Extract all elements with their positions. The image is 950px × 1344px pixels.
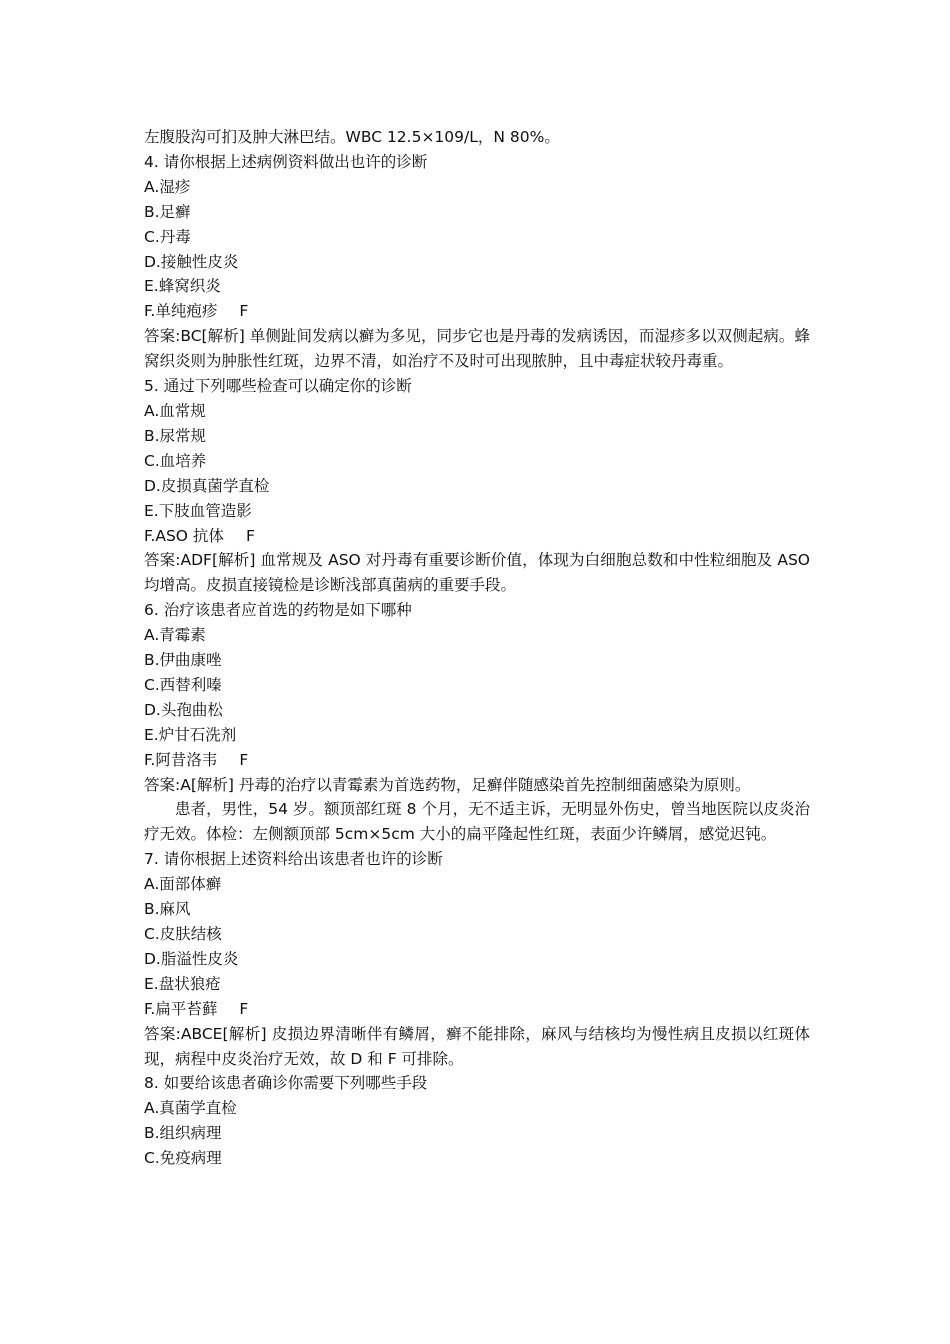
option-c: C.皮肤结核	[144, 925, 222, 943]
question-7: 7. 请你根据上述资料给出该患者也许的诊断	[144, 850, 443, 869]
option-d: D.脂溢性皮炎	[144, 949, 239, 968]
option-a: A.面部体癣	[144, 875, 222, 894]
option-b: B.足癣	[144, 202, 191, 221]
option-b: B.组织病理	[144, 1124, 222, 1143]
option-c: C.免疫病理	[144, 1149, 222, 1168]
option-e: E.蜂窝织炎	[144, 277, 221, 296]
option-f-tail: F	[239, 999, 249, 1018]
option-f-label: F.阿昔洛韦	[144, 750, 218, 769]
question-5: 5. 通过下列哪些检查可以确定你的诊断	[144, 377, 412, 396]
option-f	[144, 524, 810, 549]
answer-6: 答案:A[解析] 丹毒的治疗以青霉素为首选药物，足癣伴随感染首先控制细菌感染为原则。	[144, 775, 751, 794]
answer-5: 答案:ADF[解析] 血常规及 ASO 对丹毒有重要诊断价值，体现为白细胞总数和中性粒细胞及 ASO 均增高。皮损直接镜检是诊断浅部真菌病的重要手段。	[144, 551, 810, 595]
option-f-label: F.ASO 抗体	[144, 526, 224, 545]
option-f-tail: F	[245, 526, 255, 545]
option-d: D.皮损真菌学直检	[144, 476, 270, 495]
option-b: B.麻风	[144, 900, 191, 919]
option-e: E.炉甘石洗剂	[144, 725, 237, 744]
option-f	[144, 748, 810, 773]
option-d: D.接触性皮炎	[144, 252, 239, 271]
option-c: C.西替利嗪	[144, 675, 222, 694]
option-a: A.真菌学直检	[144, 1099, 237, 1118]
question-4: 4. 请你根据上述病例资料做出也许的诊断	[144, 152, 428, 171]
option-b: B.尿常规	[144, 426, 207, 445]
option-f-tail: F	[239, 750, 249, 769]
option-a: A.湿疹	[144, 177, 191, 196]
option-e: E.盘状狼疮	[144, 974, 221, 993]
option-a: A.青霉素	[144, 626, 206, 645]
case-description: 患者，男性，54 岁。额顶部红斑 8 个月，无不适主诉，无明显外伤史，曾当地医院以皮炎治疗无效。体检：左侧额顶部 5cm×5cm 大小的扁平隆起性红斑，表面少许鳞屑，感觉迟钝。	[144, 800, 810, 844]
option-a: A.血常规	[144, 401, 206, 420]
option-f-label: F.单纯疱疹	[144, 302, 218, 321]
option-f	[144, 299, 810, 324]
case-text-line: 左腹股沟可扪及肿大淋巴结。WBC 12.5×109/L，N 80%。	[144, 128, 560, 146]
option-e: E.下肢血管造影	[144, 501, 252, 520]
option-f-tail: F	[239, 302, 249, 321]
option-f	[144, 997, 810, 1022]
option-f-label: F.扁平苔藓	[144, 999, 218, 1018]
answer-4: 答案:BC[解析] 单侧趾间发病以癣为多见，同步它也是丹毒的发病诱因，而湿疹多以双侧起病。蜂窝织炎则为肿胀性红斑，边界不清，如治疗不及时可出现脓肿，且中毒症状较丹毒重。	[144, 327, 810, 371]
option-d: D.头孢曲松	[144, 700, 223, 719]
answer-7: 答案:ABCE[解析] 皮损边界清晰伴有鳞屑，癣不能排除，麻风与结核均为慢性病且皮损以红斑体现，病程中皮炎治疗无效，故 D 和 F 可排除。	[144, 1024, 810, 1068]
option-c: C.血培养	[144, 451, 207, 470]
question-6: 6. 治疗该患者应首选的药物是如下哪种	[144, 601, 412, 620]
option-c: C.丹毒	[144, 227, 191, 246]
document-body	[144, 125, 810, 1171]
option-b: B.伊曲康唑	[144, 651, 222, 670]
question-8: 8. 如要给该患者确诊你需要下列哪些手段	[144, 1074, 428, 1093]
